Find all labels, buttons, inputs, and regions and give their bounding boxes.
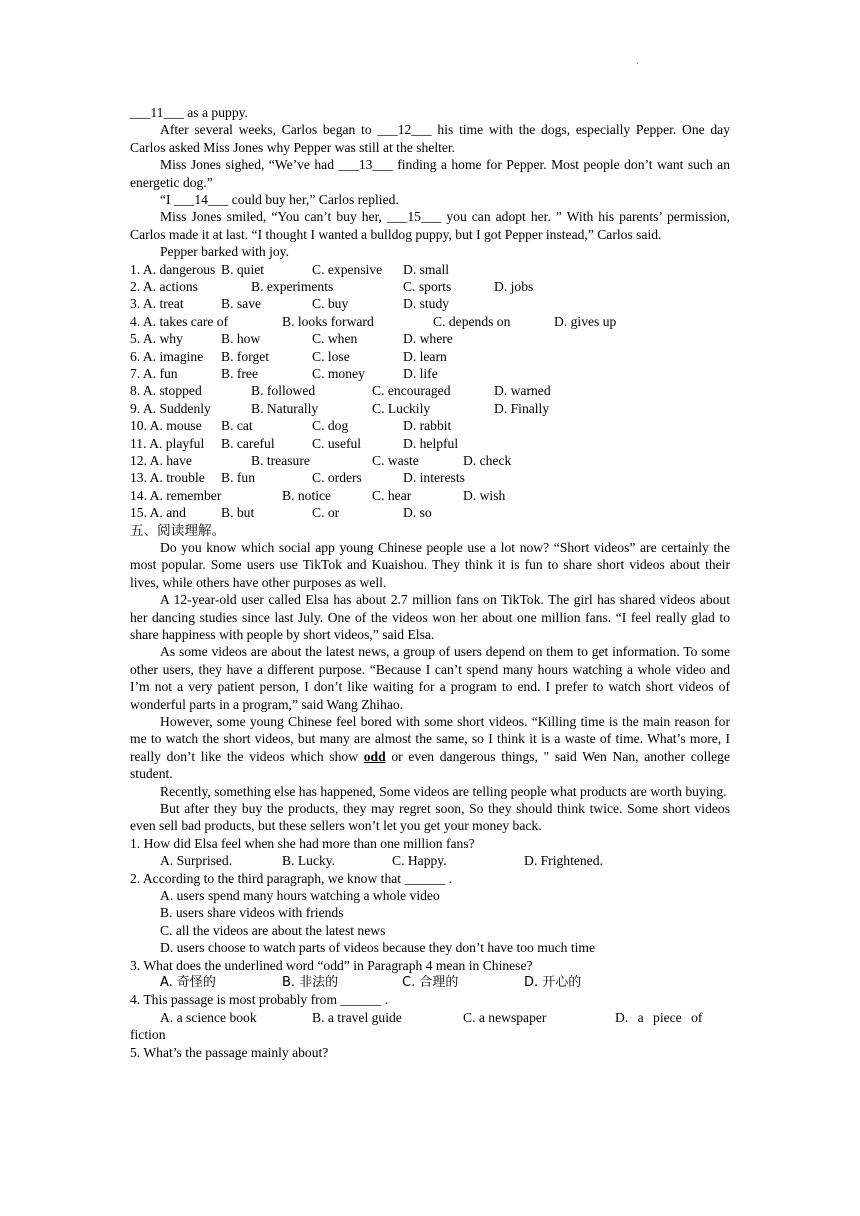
cloze-option-d: D. study bbox=[403, 296, 450, 312]
cloze-option-b: B. quiet bbox=[221, 261, 265, 277]
section-title: 五、阅读理解。 bbox=[130, 522, 226, 538]
cloze-paragraph: “I ___14___ could buy her,” Carlos replied. bbox=[160, 192, 399, 208]
reading-paragraph-3: As some videos are about the latest news, a group of users depend on them to get information. To some other users, they have a different purpose. “Because I can’t spend many hours watching a whole video and I’m not a very patient person, I don’t like waiting for a program to end. I prefer to watch short videos of wonderful parts in a program,” said Wang Zhihao. bbox=[130, 644, 730, 712]
cloze-option-d: D. wish bbox=[463, 487, 506, 503]
question-4-options bbox=[160, 1009, 730, 1026]
cloze-option-a: 13. A. trouble bbox=[130, 470, 205, 486]
cloze-option-row bbox=[130, 330, 730, 347]
cloze-option-c: C. money bbox=[312, 366, 365, 381]
cloze-option-row bbox=[130, 261, 730, 278]
cloze-option-d: D. interests bbox=[403, 470, 465, 486]
cloze-option-d: D. jobs bbox=[494, 279, 534, 295]
cloze-option-a: 11. A. playful bbox=[130, 435, 205, 451]
cloze-option-d: D. check bbox=[463, 452, 512, 468]
cloze-option-row bbox=[130, 435, 730, 452]
option-a: A. 奇怪的 bbox=[160, 975, 216, 991]
cloze-option-c: C. useful bbox=[312, 435, 362, 451]
cloze-option-b: B. but bbox=[221, 505, 255, 521]
cloze-option-b: B. looks forward bbox=[282, 313, 374, 329]
cloze-option-row bbox=[130, 348, 730, 365]
cloze-option-row bbox=[130, 365, 730, 382]
cloze-option-c: C. orders bbox=[312, 470, 362, 486]
cloze-option-row bbox=[130, 469, 730, 486]
cloze-option-b: B. how bbox=[221, 331, 261, 347]
cloze-option-row bbox=[130, 417, 730, 434]
cloze-paragraph: After several weeks, Carlos began to ___12___ his time with the dogs, especially Pepper. One day Carlos asked Miss Jones why Pepper was still at the shelter. bbox=[130, 122, 730, 155]
cloze-option-c: C. buy bbox=[312, 296, 349, 312]
cloze-option-d: D. learn bbox=[403, 348, 447, 364]
cloze-paragraph: Pepper barked with joy. bbox=[160, 244, 289, 260]
underlined-word: odd bbox=[363, 748, 386, 764]
cloze-option-b: B. free bbox=[221, 366, 258, 381]
cloze-option-row bbox=[130, 295, 730, 312]
cloze-option-b: B. notice bbox=[282, 487, 332, 503]
reading-paragraph-6: But after they buy the products, they may regret soon, So they should think twice. Some short videos even sell bad products, but these sellers won’t let you get your money back. bbox=[130, 801, 730, 834]
cloze-option-d: D. small bbox=[403, 261, 450, 277]
cloze-option-a: 1. A. dangerous bbox=[130, 261, 216, 277]
cloze-option-a: 8. A. stopped bbox=[130, 383, 202, 399]
cloze-option-row bbox=[130, 278, 730, 295]
option-b: B. Lucky. bbox=[282, 853, 336, 869]
option-d: D. Frightened. bbox=[524, 853, 603, 869]
cloze-options-list bbox=[130, 261, 730, 522]
cloze-option-c: C. hear bbox=[372, 487, 412, 503]
cloze-paragraph: Miss Jones smiled, “You can’t buy her, ___15___ you can adopt her. ” With his parents’ permission, Carlos made it at last. “I thought I wanted a bulldog puppy, but I got Pepper instead,” Carlos said. bbox=[130, 209, 730, 242]
cloze-option-row bbox=[130, 487, 730, 504]
cloze-option-c: C. when bbox=[312, 331, 358, 347]
paragraph-text: However, some young Chinese feel bored with some short videos. “Killing time is the main reason for me to watch the short videos, but many are almost the same, so I think it is a waste of time. What’s more, I really don’t like the videos which show bbox=[130, 713, 730, 764]
option-a: A. a science book bbox=[160, 1009, 257, 1025]
cloze-option-d: D. warned bbox=[494, 383, 551, 399]
cloze-option-d: D. helpful bbox=[403, 435, 459, 451]
reading-paragraph-4 bbox=[130, 713, 730, 783]
cloze-option-c: C. expensive bbox=[312, 261, 383, 277]
question-1: 1. How did Elsa feel when she had more than one million fans? bbox=[130, 835, 475, 851]
question-3: 3. What does the underlined word “odd” in Paragraph 4 mean in Chinese? bbox=[130, 957, 533, 973]
reading-paragraph-1: Do you know which social app young Chinese people use a lot now? “Short videos” are certainly the most popular. Some users use TikTok and Kuaishou. They think it is fun to share short videos about their lives, while others have other purposes as well. bbox=[130, 539, 730, 590]
question-5: 5. What’s the passage mainly about? bbox=[130, 1044, 329, 1060]
question-1-options bbox=[160, 852, 730, 869]
option-c: C. a newspaper bbox=[463, 1009, 547, 1025]
cloze-option-a: 6. A. imagine bbox=[130, 348, 204, 364]
cloze-option-b: B. forget bbox=[221, 348, 270, 364]
cloze-option-c: C. encouraged bbox=[372, 383, 451, 399]
cloze-option-b: B. experiments bbox=[251, 279, 334, 295]
cloze-option-b: B. followed bbox=[251, 383, 316, 399]
cloze-option-a: 12. A. have bbox=[130, 452, 192, 468]
option-d: D. 开心的 bbox=[524, 975, 582, 991]
cloze-option-c: C. Luckily bbox=[372, 400, 431, 416]
cloze-line: ___11___ as a puppy. bbox=[130, 105, 248, 120]
cloze-option-b: B. careful bbox=[221, 435, 275, 451]
reading-paragraph-2: A 12-year-old user called Elsa has about 2.7 million fans on TikTok. The girl has shared videos about her dancing studies since last July. One of the videos won her about one million fans. “I feel really glad to share happiness with people by short videos,” said Elsa. bbox=[130, 592, 730, 642]
worksheet-page bbox=[130, 104, 730, 1061]
cloze-option-a: 4. A. takes care of bbox=[130, 313, 229, 329]
cloze-option-c: C. lose bbox=[312, 348, 350, 364]
cloze-option-a: 5. A. why bbox=[130, 331, 183, 347]
cloze-option-c: C. or bbox=[312, 505, 340, 521]
cloze-option-a: 7. A. fun bbox=[130, 366, 178, 381]
cloze-option-c: C. waste bbox=[372, 452, 419, 468]
option-d: D. a piece of bbox=[615, 1009, 703, 1025]
option-d: D. users choose to watch parts of videos because they don’t have too much time bbox=[160, 940, 596, 956]
cloze-paragraph: Miss Jones sighed, “We’ve had ___13___ finding a home for Pepper. Most people don’t want such an energetic dog.” bbox=[130, 157, 730, 190]
option-a: A. Surprised. bbox=[160, 853, 233, 869]
cloze-option-d: D. life bbox=[403, 366, 438, 381]
cloze-option-row bbox=[130, 504, 730, 521]
cloze-option-c: C. dog bbox=[312, 418, 349, 434]
option-c: C. all the videos are about the latest news bbox=[160, 922, 386, 938]
cloze-option-d: D. gives up bbox=[554, 313, 617, 329]
cloze-option-row bbox=[130, 382, 730, 399]
cloze-option-b: B. Naturally bbox=[251, 400, 319, 416]
cloze-option-b: B. treasure bbox=[251, 452, 310, 468]
header-mark: . bbox=[636, 56, 639, 67]
cloze-option-d: D. Finally bbox=[494, 400, 550, 416]
question-4: 4. This passage is most probably from ______ . bbox=[130, 992, 389, 1008]
cloze-option-b: B. cat bbox=[221, 418, 253, 434]
cloze-option-a: 14. A. remember bbox=[130, 487, 222, 503]
cloze-option-row bbox=[130, 400, 730, 417]
option-c: C. Happy. bbox=[392, 853, 447, 869]
option-b: B. users share videos with friends bbox=[160, 905, 344, 921]
cloze-option-a: 10. A. mouse bbox=[130, 418, 202, 434]
cloze-option-b: B. save bbox=[221, 296, 262, 312]
cloze-option-c: C. depends on bbox=[433, 313, 511, 329]
cloze-option-a: 9. A. Suddenly bbox=[130, 400, 211, 416]
question-3-options bbox=[160, 974, 730, 991]
cloze-option-b: B. fun bbox=[221, 470, 255, 486]
cloze-option-a: 2. A. actions bbox=[130, 279, 198, 295]
option-a: A. users spend many hours watching a whole video bbox=[160, 888, 440, 904]
cloze-option-d: D. where bbox=[403, 331, 453, 347]
cloze-option-a: 15. A. and bbox=[130, 505, 186, 521]
cloze-option-d: D. so bbox=[403, 505, 432, 521]
paragraph-text: or even dangerous things, " said Wen Nan, another college student. bbox=[130, 748, 730, 782]
cloze-option-d: D. rabbit bbox=[403, 418, 452, 434]
cloze-option-c: C. sports bbox=[403, 279, 452, 295]
cloze-option-row bbox=[130, 452, 730, 469]
reading-paragraph-5: Recently, something else has happened, Some videos are telling people what products are worth buying. bbox=[160, 783, 727, 799]
option-c: C. 合理的 bbox=[402, 975, 459, 991]
cloze-option-a: 3. A. treat bbox=[130, 296, 184, 312]
cloze-option-row bbox=[130, 313, 730, 330]
option-b: B. 非法的 bbox=[282, 975, 339, 991]
question-2: 2. According to the third paragraph, we know that ______ . bbox=[130, 870, 453, 886]
option-b: B. a travel guide bbox=[312, 1009, 402, 1025]
option-d-continued: fiction bbox=[130, 1027, 166, 1043]
